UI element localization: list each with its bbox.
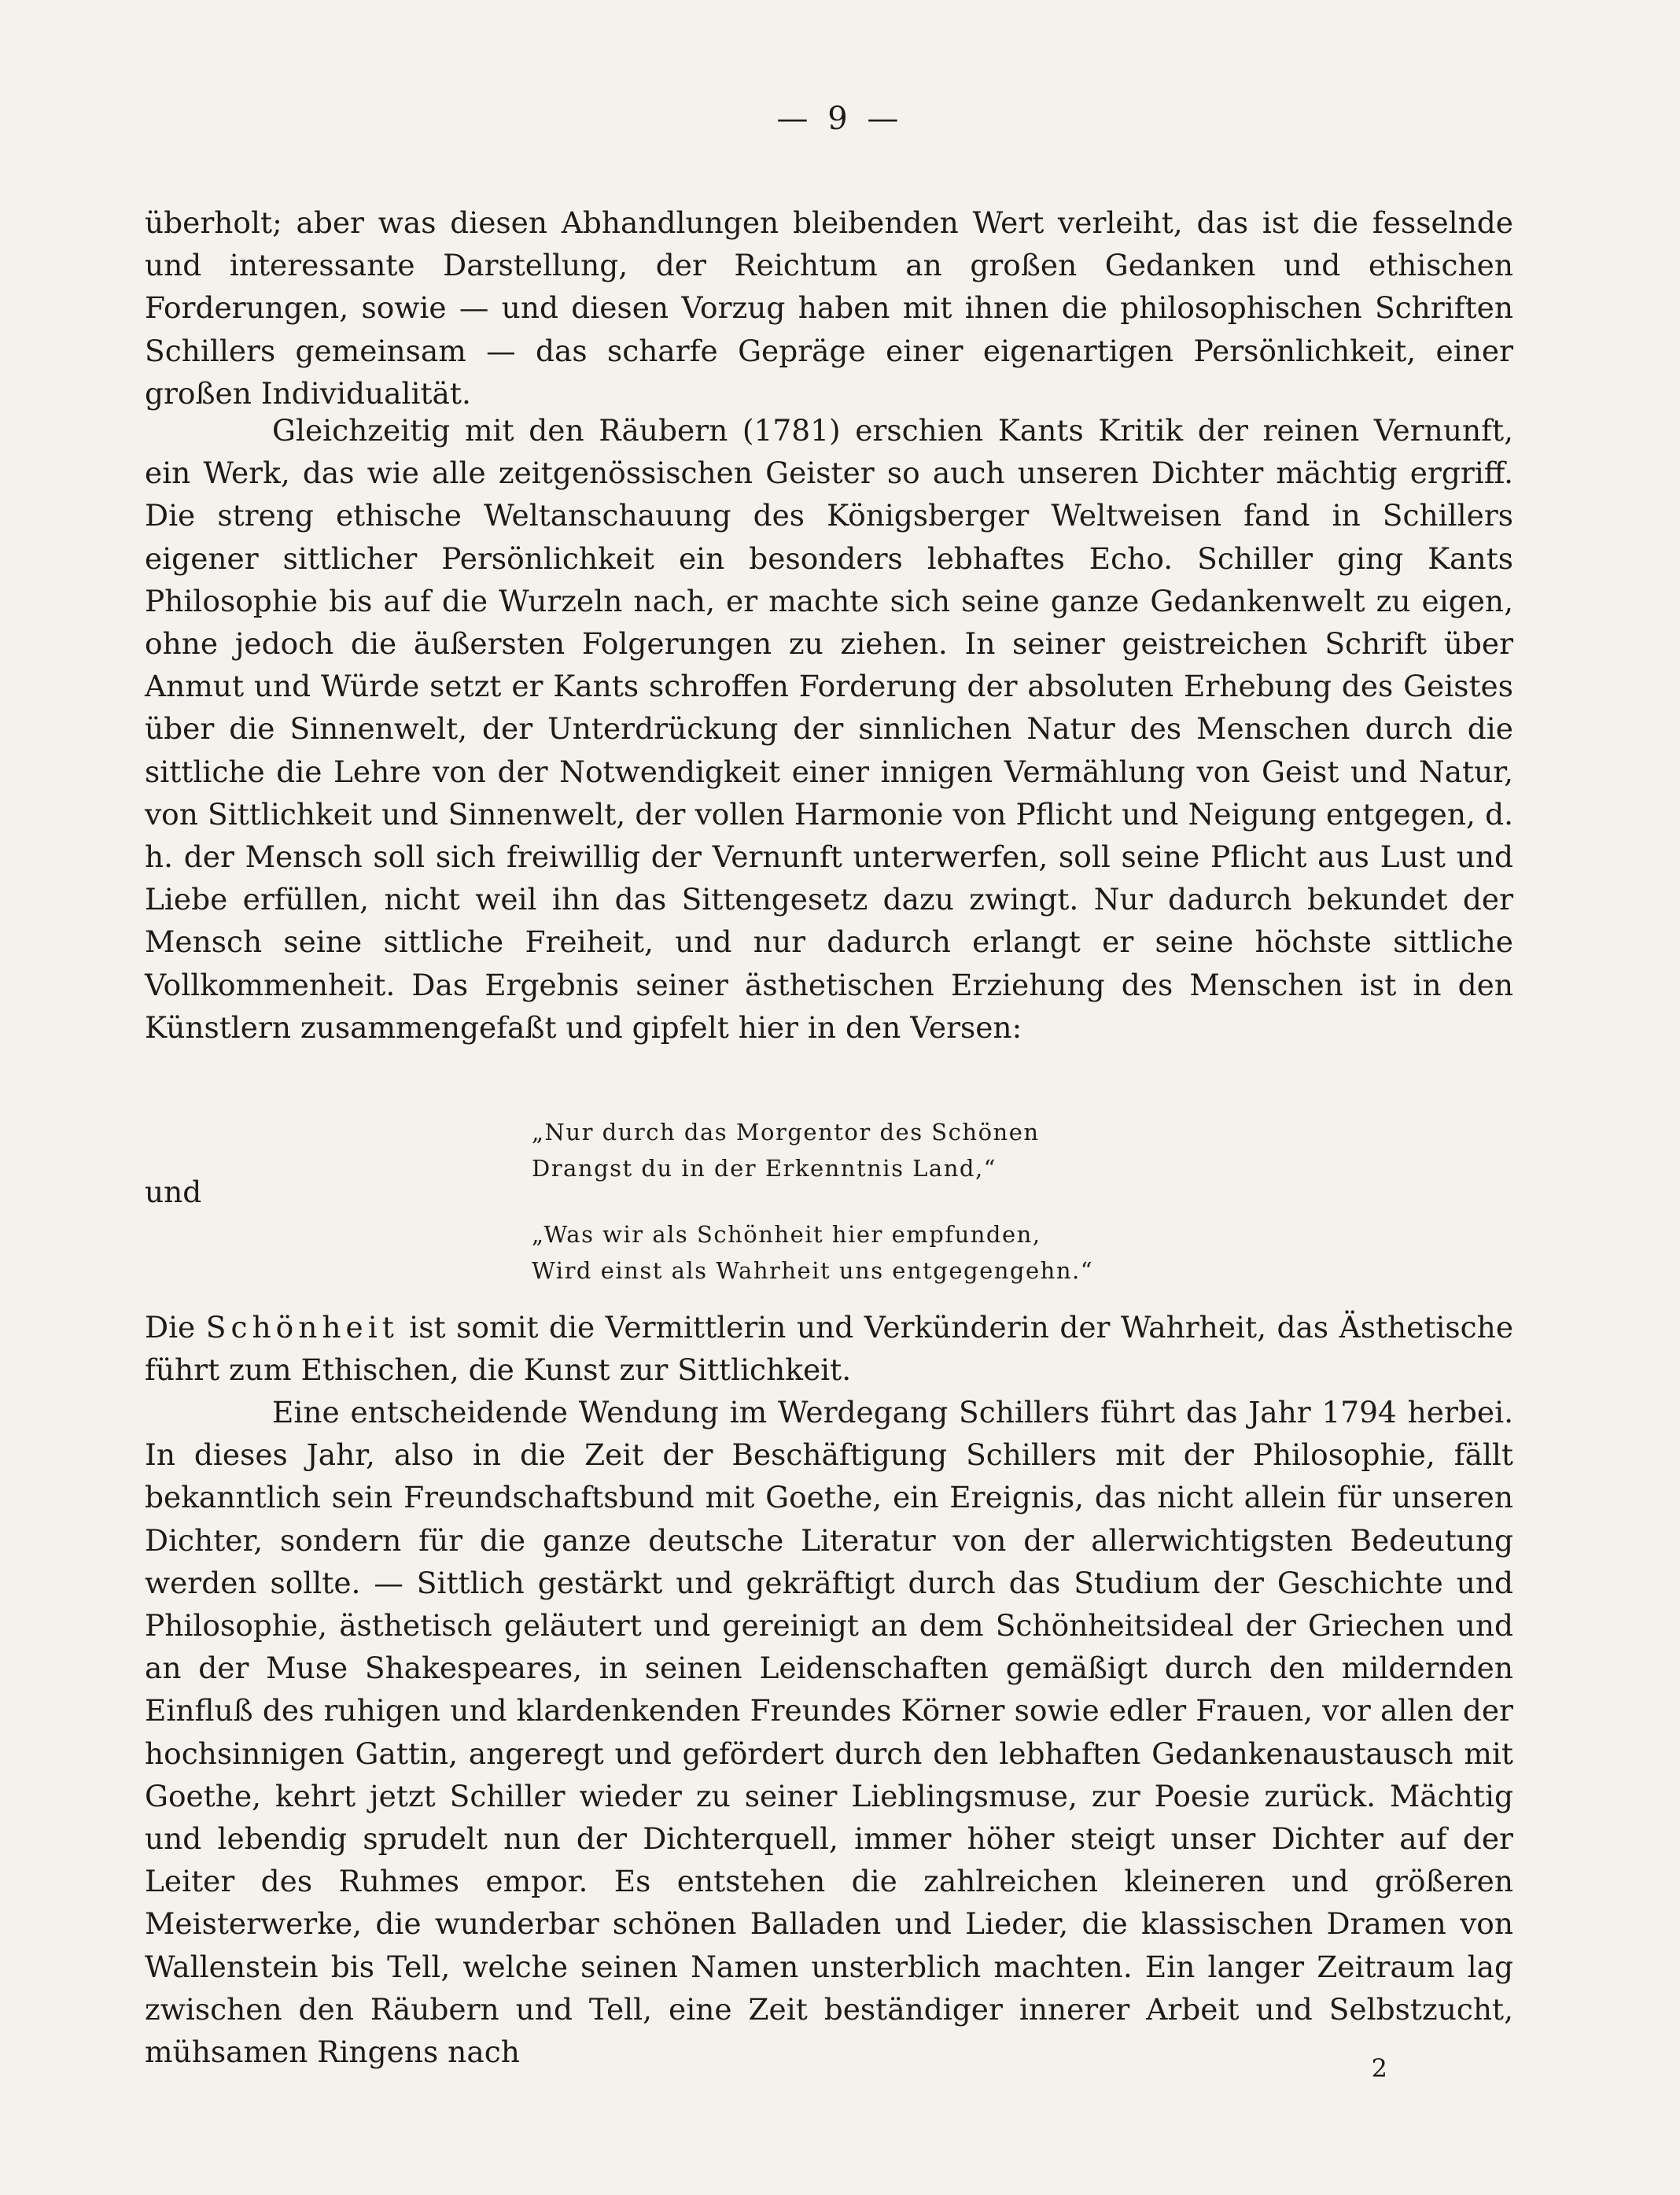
p3-start: Die [145, 1310, 196, 1345]
signature-mark: 2 [1371, 2053, 1387, 2083]
verse-line: Drangst du in der Erkenntnis Land,“ [532, 1155, 997, 1182]
verse-line: Wird einst als Wahrheit uns entgegengehn.“ [532, 1257, 1094, 1284]
page-number: — 9 — [776, 101, 904, 137]
paragraph-beauty [145, 1306, 1513, 1391]
paragraph-kant [145, 409, 1513, 1049]
verse-quote-2 [532, 1216, 1554, 1289]
paragraph-goethe [145, 1391, 1513, 2073]
paragraph-3 [145, 1306, 1513, 1391]
paragraph-4: Eine entscheidende Wendung im Werdegang Schillers führt das Jahr 1794 herbei. In dieses Jahr, also in die Zeit der Beschäftigung Schillers mit der Philosophie, fällt bekanntlich sein Freundschaftsbund mit Goethe, ein Ereignis, das nicht allein für unseren Dichter, sondern für die ganze deutsche Literatur von der allerwichtigsten Bedeutung werden sollte. — Sittlich gestärkt und gekräftigt durch das Studium der Geschichte und Philosophie, ästhetisch geläutert und gereinigt an dem Schönheitsideal der Griechen und an der Muse Shakespeares, in seinen Leidenschaften gemäßigt durch den mildernden Einfluß des ruhigen und klardenkenden Freundes Körner sowie edler Frauen, vor allen der hochsinnigen Gattin, angeregt und gefördert durch den lebhaften Gedankenaustausch mit Goethe, kehrt jetzt Schiller wieder zu seiner Lieblingsmuse, zur Poesie zurück. Mächtig und lebendig sprudelt nun der Dichterquell, immer höher steigt unser Dichter auf der Leiter des Ruhmes empor. Es entstehen die zahlreichen kleineren und größeren Meisterwerke, die wunderbar schönen Balladen und Lieder, die klassischen Dramen von Wallenstein bis Tell, welche seinen Namen unsterblich machten. Ein langer Zeitraum lag zwischen den Räubern und Tell, eine Zeit beständiger innerer Arbeit und Selbstzucht, mühsamen Ringens nach [145, 1395, 1513, 2070]
verse-line: „Nur durch das Morgentor des Schönen [532, 1119, 1040, 1145]
connector-und: und [145, 1175, 202, 1209]
emphasized-word: Schönheit [205, 1310, 399, 1345]
paragraph-2: Gleichzeitig mit den Räubern (1781) erschien Kants Kritik der reinen Vernunft, ein Werk, das wie alle zeitgenössischen Geister so auch unseren Dichter mächtig ergriff. Die streng ethische Weltanschauung des Königsberger Weltweisen fand in Schillers eigener sittlicher Persönlichkeit ein besonders lebhaftes Echo. Schiller ging Kants Philosophie bis auf die Wurzeln nach, er machte sich seine ganze Gedankenwelt zu eigen, ohne jedoch die äußersten Folgerungen zu ziehen. In seiner geistreichen Schrift über Anmut und Würde setzt er Kants schroffen Forderung der absoluten Erhebung des Geistes über die Sinnenwelt, der Unterdrückung der sinnlichen Natur des Menschen durch die sittliche die Lehre von der Notwendigkeit einer innigen Vermählung von Geist und Natur, von Sittlichkeit und Sinnenwelt, der vollen Harmonie von Pflicht und Neigung entgegen, d. h. der Mensch soll sich freiwillig der Vernunft unterwerfen, soll seine Pflicht aus Lust und Liebe erfüllen, nicht weil ihn das Sittengesetz dazu zwingt. Nur dadurch bekundet der Mensch seine sittliche Freiheit, und nur dadurch erlangt er seine höchste sittliche Vollkommenheit. Das Ergebnis seiner ästhetischen Erziehung des Menschen ist in den Künstlern zusammengefaßt und gipfelt hier in den Versen: [145, 413, 1513, 1045]
p3-rest: ist somit die Vermittlerin und Verkünderin der Wahrheit, das Ästhetische führt zum Ethischen, die Kunst zur Sittlichkeit. [145, 1310, 1514, 1388]
paragraph-continuation [145, 201, 1513, 415]
paragraph-1: überholt; aber was diesen Abhandlungen bleibenden Wert verleiht, das ist die fesselnde und interessante Darstellung, der Reichtum an großen Gedanken und ethischen Forderungen, sowie — und diesen Vorzug haben mit ihnen die philosophischen Schriften Schillers gemeinsam — das scharfe Gepräge einer eigenartigen Persönlichkeit, einer großen Individualität. [145, 205, 1513, 411]
verse-quote-1 [532, 1114, 1554, 1186]
verse-line: „Was wir als Schönheit hier empfunden, [532, 1221, 1041, 1248]
